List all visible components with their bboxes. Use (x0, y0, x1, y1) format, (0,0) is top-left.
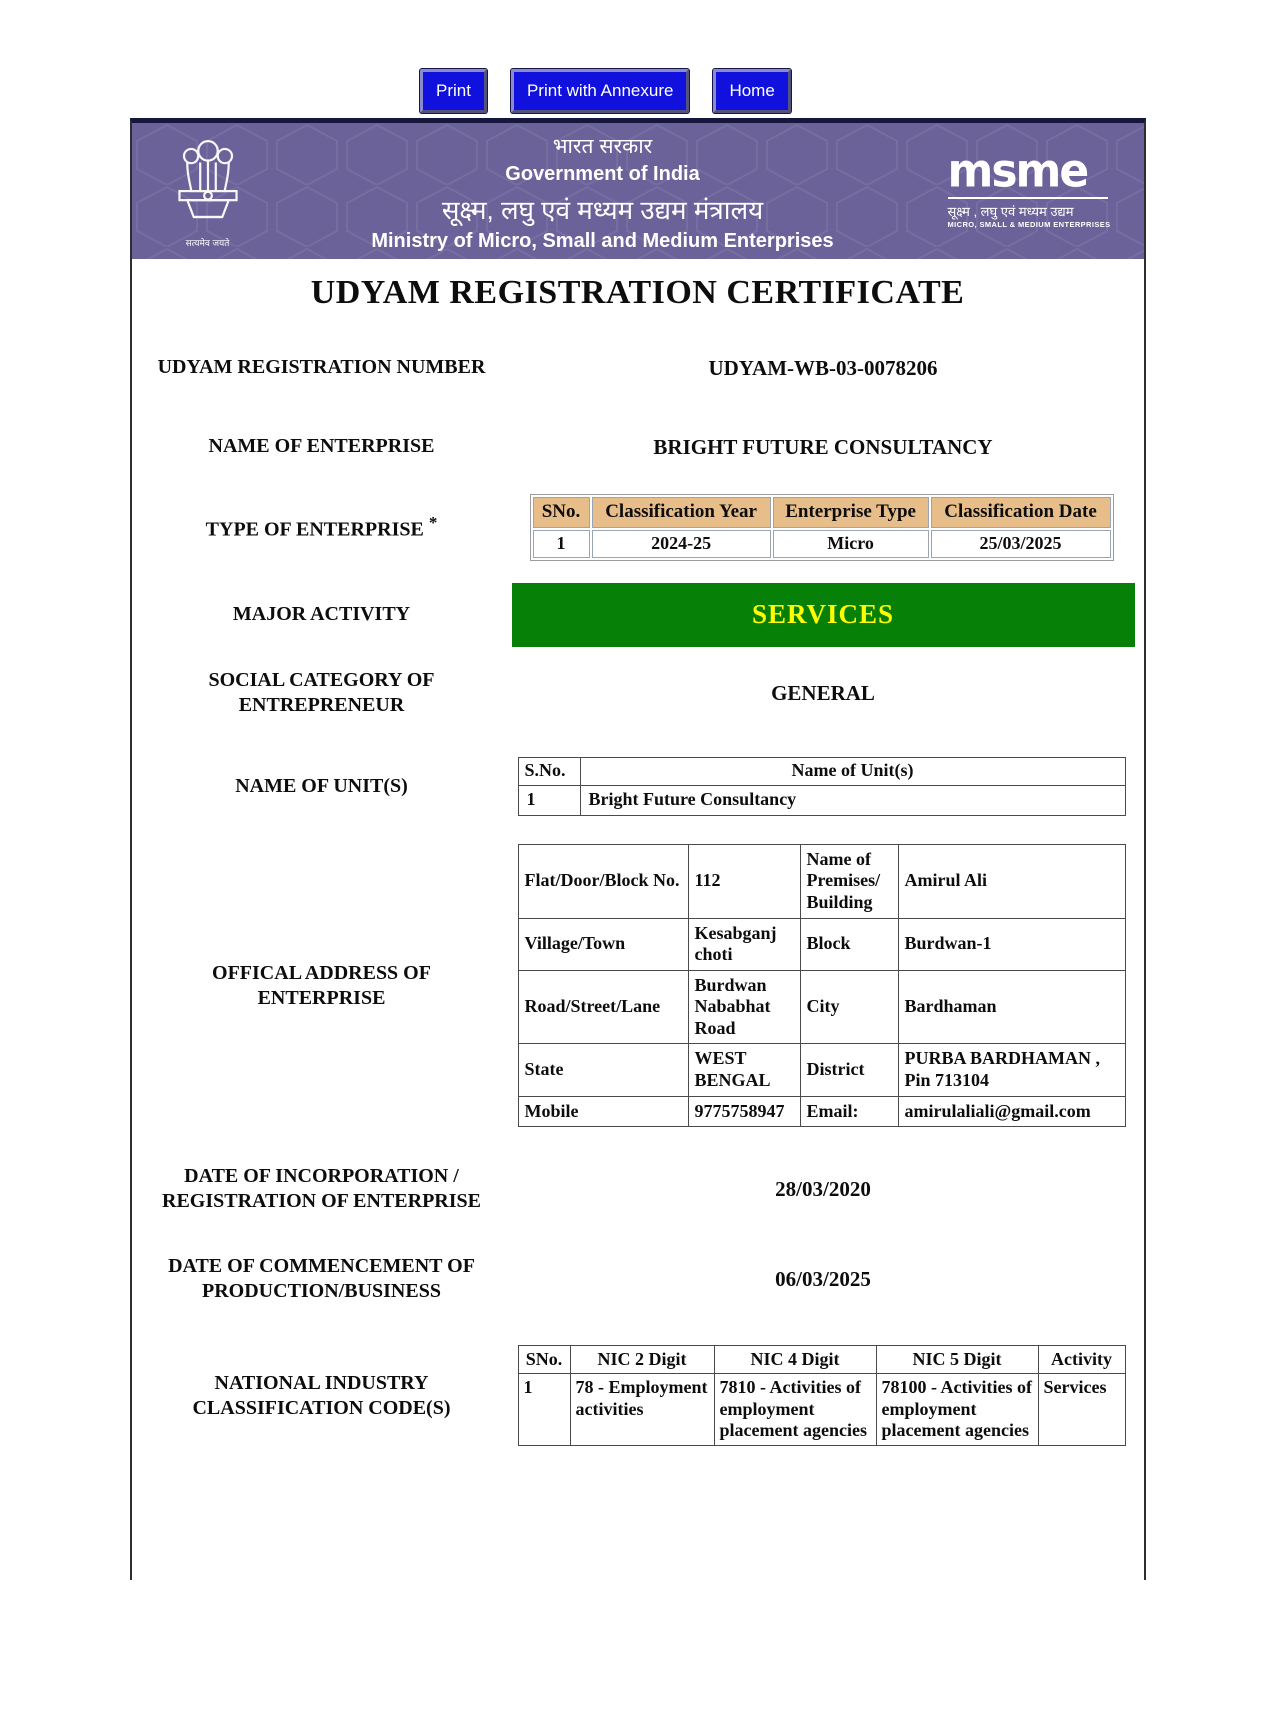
field-units (132, 757, 1144, 816)
commencement-date-value: 06/03/2025 (775, 1267, 871, 1292)
nic-data-row (518, 1374, 1125, 1446)
nic-cell-4digit: 7810 - Activities of employment placement agencies (714, 1374, 876, 1446)
field-nic-codes (132, 1345, 1144, 1446)
certificate-container (130, 118, 1146, 1580)
field-enterprise-name (132, 434, 1144, 460)
address-row-flat (518, 844, 1125, 918)
units-table (518, 757, 1126, 816)
units-cell-sno: 1 (518, 785, 580, 815)
banner-text-block (258, 130, 948, 253)
social-category-label: SOCIAL CATEGORY OF ENTREPRENEUR (208, 668, 435, 716)
classification-cell-year: 2024-25 (592, 530, 771, 558)
classification-table (530, 494, 1114, 561)
address-flat-label: Flat/Door/Block No. (518, 844, 688, 918)
address-state-label: State (518, 1044, 688, 1096)
units-value (512, 757, 1144, 816)
commencement-date-label: DATE OF COMMENCEMENT OF PRODUCTION/BUSINESS (168, 1255, 475, 1303)
incorporation-date-label: DATE OF INCORPORATION / REGISTRATION OF ENTERPRISE (162, 1165, 481, 1213)
header-banner (132, 123, 1144, 259)
toolbar (420, 69, 1275, 113)
units-cell-name: Bright Future Consultancy (580, 785, 1125, 815)
field-enterprise-type (132, 494, 1144, 561)
nic-label: NATIONAL INDUSTRY CLASSIFICATION CODE(S) (192, 1371, 451, 1419)
banner-hindi-government: भारत सरकार (552, 134, 653, 158)
address-block-value: Burdwan-1 (898, 918, 1125, 970)
address-city-label: City (800, 970, 898, 1044)
print-button[interactable]: Print (420, 69, 487, 113)
enterprise-name-value: BRIGHT FUTURE CONSULTANCY (653, 434, 993, 459)
classification-header-type: Enterprise Type (773, 497, 929, 528)
address-district-value: PURBA BARDHAMAN , Pin 713104 (898, 1044, 1125, 1096)
banner-ministry-name: Ministry of Micro, Small and Medium Enterprises (371, 229, 834, 252)
address-road-label: Road/Street/Lane (518, 970, 688, 1044)
nic-header-sno: SNo. (518, 1346, 570, 1374)
address-state-value: WEST BENGAL (688, 1044, 800, 1096)
msme-logo (947, 144, 1118, 229)
registration-number-value: UDYAM-WB-03-0078206 (708, 355, 938, 380)
enterprise-type-value (512, 494, 1144, 561)
banner-government-of-india: Government of India (505, 162, 700, 185)
address-row-road (518, 970, 1125, 1044)
address-flat-value: 112 (688, 844, 800, 918)
nic-header-activity: Activity (1038, 1346, 1125, 1374)
address-row-mobile (518, 1096, 1125, 1127)
address-block-label: Block (800, 918, 898, 970)
address-email-label: Email: (800, 1096, 898, 1127)
units-label: NAME OF UNIT(S) (235, 774, 408, 797)
msme-wordmark: msme (947, 144, 1088, 199)
nic-cell-2digit: 78 - Employment activities (570, 1374, 714, 1446)
msme-english-tagline: MICRO, SMALL & MEDIUM ENTERPRISES (947, 219, 1111, 229)
field-registration-number (132, 342, 1144, 394)
enterprise-type-asterisk: * (428, 513, 438, 533)
address-email-value: amirulaliali@gmail.com (898, 1096, 1125, 1127)
print-with-annexure-button[interactable]: Print with Annexure (511, 69, 689, 113)
banner-hindi-ministry: सूक्ष्म, लघु एवं मध्यम उद्यम मंत्रालय (441, 194, 764, 225)
page-title: UDYAM REGISTRATION CERTIFICATE (310, 274, 965, 311)
classification-header-year: Classification Year (592, 497, 771, 528)
home-button[interactable]: Home (713, 69, 790, 113)
nic-cell-activity: Services (1038, 1374, 1125, 1446)
address-row-state (518, 1044, 1125, 1096)
address-road-value: Burdwan Nababhat Road (688, 970, 800, 1044)
official-address-label: OFFICAL ADDRESS OF ENTERPRISE (212, 961, 431, 1009)
address-village-value: Kesabganj choti (688, 918, 800, 970)
classification-header-row (533, 497, 1111, 528)
nic-table (518, 1345, 1126, 1446)
major-activity-label: MAJOR ACTIVITY (232, 603, 411, 626)
registration-number-label: UDYAM REGISTRATION NUMBER (157, 356, 486, 379)
classification-header-sno: SNo. (533, 497, 590, 528)
field-incorporation-date (132, 1163, 1144, 1215)
nic-header-5digit: NIC 5 Digit (876, 1346, 1038, 1374)
address-district-label: District (800, 1044, 898, 1096)
classification-cell-date: 25/03/2025 (931, 530, 1111, 558)
units-data-row (518, 785, 1125, 815)
nic-header-row (518, 1346, 1125, 1374)
emblem-motto: सत्यमेव जयते (185, 237, 230, 248)
incorporation-date-value: 28/03/2020 (775, 1177, 871, 1202)
classification-data-row (533, 530, 1111, 558)
major-activity-banner (512, 583, 1135, 647)
enterprise-name-label: NAME OF ENTERPRISE (208, 435, 435, 458)
address-premises-label: Name of Premises/ Building (800, 844, 898, 918)
enterprise-type-label: TYPE OF ENTERPRISE * (205, 513, 438, 541)
classification-header-date: Classification Date (931, 497, 1111, 528)
msme-hindi-tagline: सूक्ष्म , लघु एवं मध्यम उद्यम (947, 203, 1074, 219)
address-mobile-value: 9775758947 (688, 1096, 800, 1127)
major-activity-value-wrap (512, 583, 1144, 647)
nic-cell-sno: 1 (518, 1374, 570, 1446)
address-village-label: Village/Town (518, 918, 688, 970)
units-header-name: Name of Unit(s) (580, 757, 1125, 785)
field-major-activity (132, 583, 1144, 647)
field-commencement-date (132, 1253, 1144, 1305)
address-premises-value: Amirul Ali (898, 844, 1125, 918)
field-social-category (132, 667, 1144, 719)
units-header-row (518, 757, 1125, 785)
address-row-village (518, 918, 1125, 970)
nic-header-2digit: NIC 2 Digit (570, 1346, 714, 1374)
emblem-of-india-icon (158, 134, 258, 249)
address-table (518, 844, 1126, 1128)
classification-cell-sno: 1 (533, 530, 590, 558)
nic-value (512, 1345, 1144, 1446)
official-address-value (512, 844, 1144, 1128)
field-official-address (132, 844, 1144, 1128)
address-city-value: Bardhaman (898, 970, 1125, 1044)
units-header-sno: S.No. (518, 757, 580, 785)
classification-cell-type: Micro (773, 530, 929, 558)
nic-cell-5digit: 78100 - Activities of employment placement agencies (876, 1374, 1038, 1446)
social-category-value: GENERAL (771, 680, 875, 705)
major-activity-value: SERVICES (751, 599, 895, 630)
address-mobile-label: Mobile (518, 1096, 688, 1127)
nic-header-4digit: NIC 4 Digit (714, 1346, 876, 1374)
